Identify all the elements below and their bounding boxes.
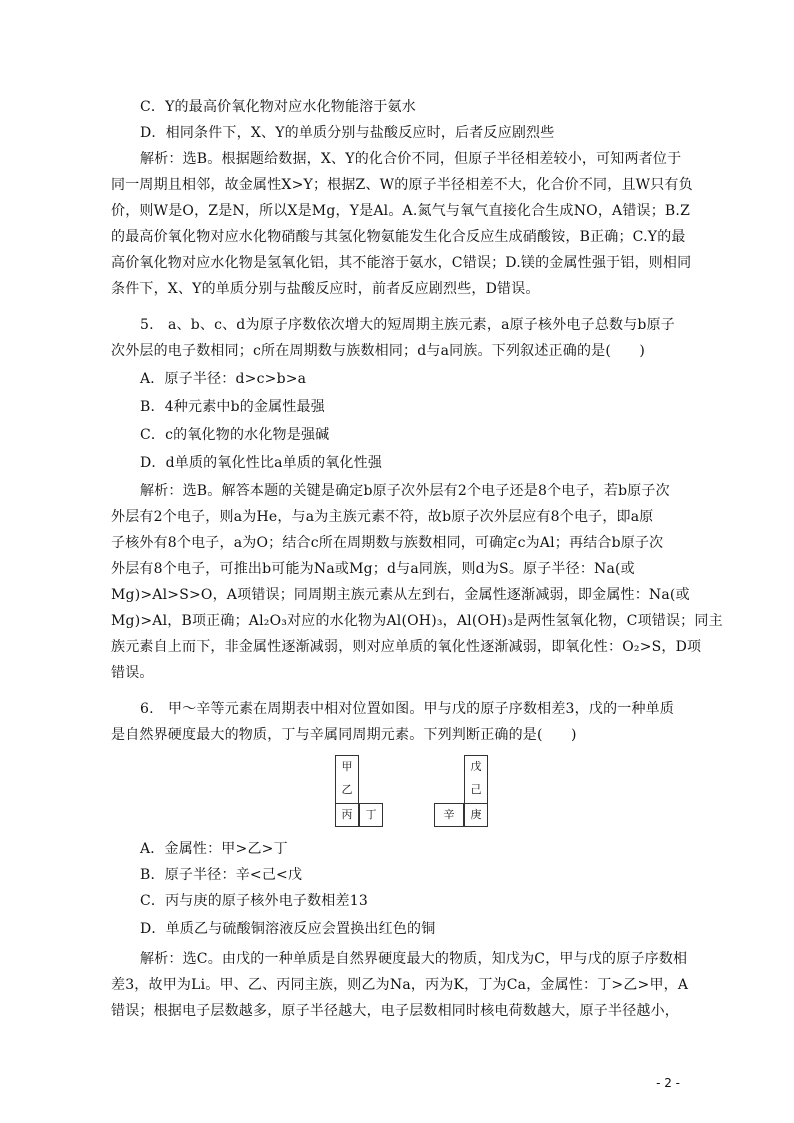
prev-analysis-line: 条件下，X、Y的单质分别与盐酸反应时，前者反应剧烈些，D错误。 [111, 281, 540, 297]
prev-option-d: D．相同条件下，X、Y的单质分别与盐酸反应时，后者反应剧烈些 [140, 125, 555, 141]
prev-analysis-line: 的最高价氧化物对应水化物硝酸与其氢化物氨能发生化合反应生成硝酸铵，B正确；C.Y的最 [111, 229, 686, 245]
page-number: - 2 - [656, 1076, 680, 1090]
q5-analysis-line: Mg)>Al，B项正确；Al₂O₃对应的水化物为Al(OH)₃，Al(OH)₃是两性氢氧化物，C项错误；同主 [111, 613, 723, 629]
q6-analysis-line: 错误；根据电子层数越多，原子半径越大，电子层数相同时核电荷数越大，原子半径越小， [111, 1003, 679, 1019]
cell-xin: 辛 [434, 803, 464, 827]
q5-analysis-line: 错误。 [111, 665, 154, 681]
q5-option-c: C．c的氧化物的水化物是强碱 [140, 427, 330, 443]
q6-analysis-line: 差3，故甲为Li。甲、乙、丙同主族，则乙为Na，丙为K，丁为Ca，金属性：丁>乙>甲，A [111, 977, 689, 993]
cell-jia: 甲 [335, 755, 359, 779]
q5-analysis-line: 外层有2个电子，则a为He，与a为主族元素不符，故b原子次外层应有8个电子，即a原 [111, 509, 654, 525]
q6-option-a: A．金属性：甲>乙>丁 [140, 841, 288, 857]
prev-analysis-line: 解析：选B。根据题给数据，X、Y的化合价不同，但原子半径相差较小，可知两者位于 [140, 151, 682, 167]
cell-bing: 丙 [335, 803, 359, 827]
q5-analysis-line: 族元素自上而下，非金属性逐渐减弱，则对应单质的氧化性逐渐减弱，即氧化性：O₂>S，D项 [111, 639, 702, 655]
q5-option-d: D．d单质的氧化性比a单质的氧化性强 [140, 455, 383, 471]
q6-option-c: C．丙与庚的原子核外电子数相差13 [140, 893, 368, 909]
q6-analysis-line: 解析：选C。由戊的一种单质是自然界硬度最大的物质，知戊为C，甲与戊的原子序数相 [140, 951, 688, 967]
prev-option-c: C．Y的最高价氧化物对应水化物能溶于氨水 [140, 99, 416, 115]
q5-stem-line: 次外层的电子数相同；c所在周期数与族数相同；d与a同族。下列叙述正确的是( ) [111, 343, 646, 359]
q6-stem-line: 是自然界硬度最大的物质，丁与辛属同周期元素。下列判断正确的是( ) [111, 727, 577, 743]
q5-analysis-line: 子核外有8个电子，a为O；结合c所在周期数与族数相同，可确定c为Al；再结合b原子次 [111, 535, 664, 551]
prev-analysis-line: 价，则W是O，Z是N，所以X是Mg，Y是Al。A.氮气与氧气直接化合生成NO，A错误；B.Z [111, 203, 691, 219]
prev-analysis-line: 同一周期且相邻，故金属性X>Y；根据Z、W的原子半径相差不大，化合价不同，且W只有负 [111, 177, 693, 193]
q5-analysis-line: Mg)>Al>S>O，A项错误；同周期主族元素从左到右，金属性逐渐减弱，即金属性：Na(或 [111, 587, 690, 603]
q6-option-b: B．原子半径：辛<己<戊 [140, 867, 303, 883]
cell-ji: 己 [464, 779, 488, 803]
q6-option-d: D．单质乙与硫酸铜溶液反应会置换出红色的铜 [140, 921, 436, 937]
prev-analysis-line: 高价氧化物对应水化物是氢氧化铝，其不能溶于氨水，C错误；D.镁的金属性强于铝，则相同 [111, 255, 692, 271]
q6-stem-line: 6. 甲～辛等元素在周期表中相对位置如图。甲与戊的原子序数相差3，戊的一种单质 [140, 701, 675, 717]
q5-analysis-line: 外层有8个电子，可推出b可能为Na或Mg；d与a同族，则d为S。原子半径：Na(或 [111, 561, 635, 577]
q5-stem-line: 5. a、b、c、d为原子序数依次增大的短周期主族元素，a原子核外电子总数与b原子 [140, 317, 675, 333]
cell-wu: 戊 [464, 755, 488, 779]
q5-analysis-line: 解析：选B。解答本题的关键是确定b原子次外层有2个电子还是8个电子，若b原子次 [140, 483, 670, 499]
q5-option-a: A．原子半径：d>c>b>a [140, 371, 307, 387]
q5-option-b: B．4种元素中b的金属性最强 [140, 399, 325, 415]
cell-geng: 庚 [464, 803, 488, 827]
cell-yi: 乙 [335, 779, 359, 803]
cell-ding: 丁 [359, 803, 383, 827]
